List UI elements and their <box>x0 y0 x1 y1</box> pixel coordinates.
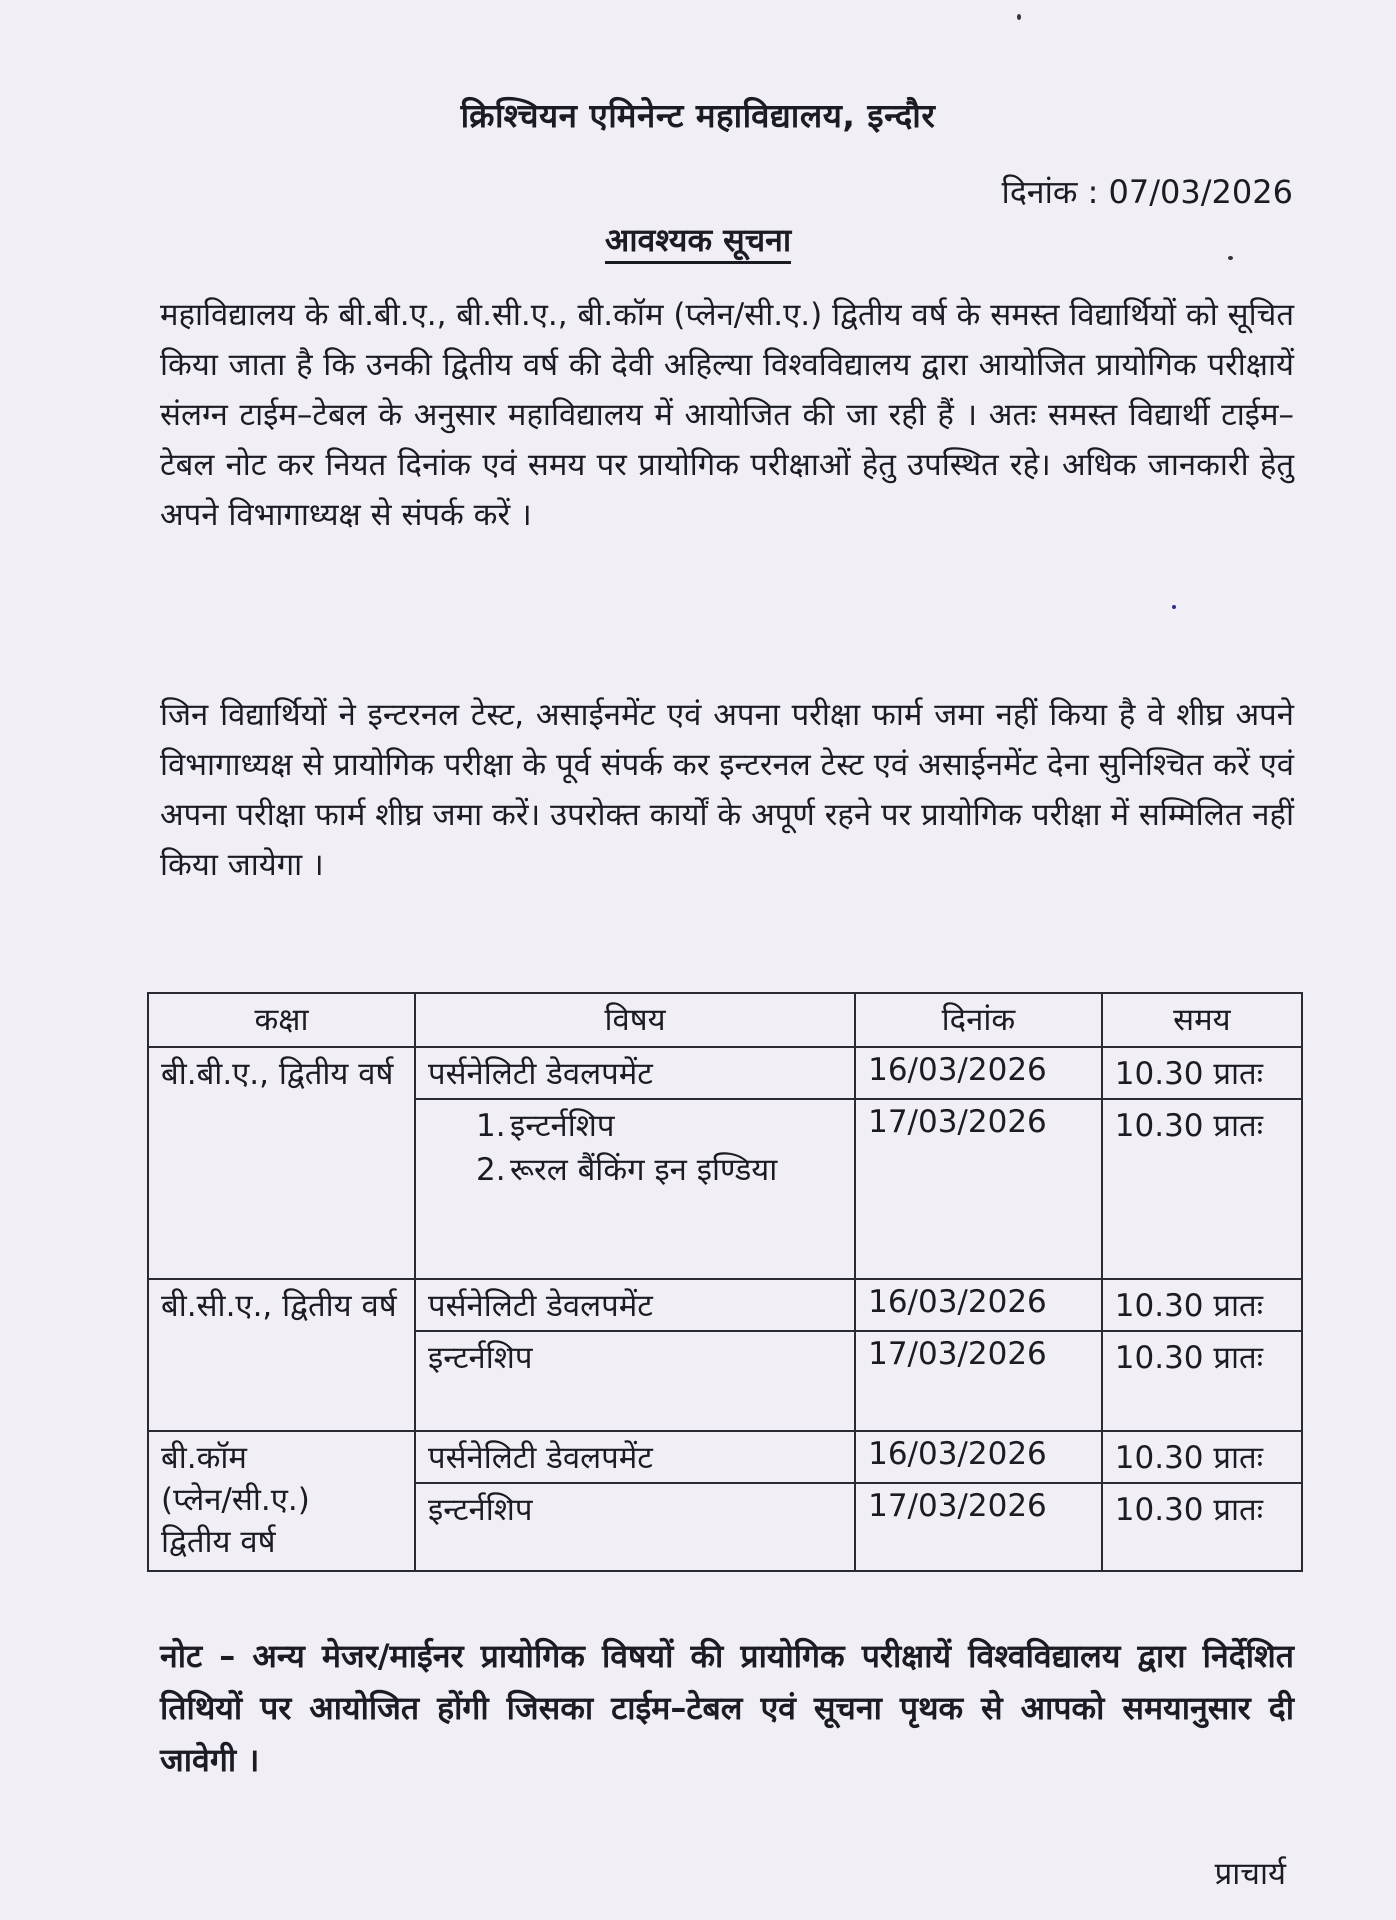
date-cell: 16/03/2026 <box>855 1279 1102 1331</box>
scan-speck <box>1017 14 1021 20</box>
notice-paragraph-1: महाविद्यालय के बी.बी.ए., बी.सी.ए., बी.कॉम (प्लेन/सी.ए.) द्वितीय वर्ष के समस्त विद्यार्थियों को सूचित किया जाता है कि उनकी द्वितीय वर्ष की देवी अहिल्या विश्वविद्यालय द्वारा आयोजित प्रायोगिक परीक्षायें संलग्न टाईम–टेबल के अनुसार महाविद्यालय में आयोजित की जा रही हैं । अतः समस्त विद्यार्थी टाईम–टेबल नोट कर नियत दिनांक एवं समय पर प्रायोगिक परीक्षाओं हेतु उपस्थित रहे। अधिक जानकारी हेतु अपने विभागाध्यक्ष से संपर्क करें । <box>160 297 1294 533</box>
class-cell-bcom <box>148 1431 415 1571</box>
list-number: 1. <box>475 1108 506 1144</box>
subject-cell: इन्टर्नशिप <box>415 1331 855 1431</box>
notice-paragraph-2: जिन विद्यार्थियों ने इन्टरनल टेस्ट, असाईनमेंट एवं अपना परीक्षा फार्म जमा नहीं किया है वे शीघ्र अपने विभागाध्यक्ष से प्रायोगिक परीक्षा के पूर्व संपर्क कर इन्टरनल टेस्ट एवं असाईनमेंट देना सुनिश्चित करें एवं अपना परीक्षा फार्म शीघ्र जमा करें। उपरोक्त कार्यों के अपूर्ण रहने पर प्रायोगिक परीक्षा में सम्मिलित नहीं किया जायेगा । <box>160 697 1294 883</box>
class-line: द्वितीय वर्ष <box>161 1524 276 1560</box>
table-header-row <box>148 993 1302 1047</box>
principal-signature: प्राचार्य <box>1214 1856 1286 1892</box>
class-line: बी.कॉम <box>161 1440 247 1476</box>
date-cell: 16/03/2026 <box>855 1047 1102 1099</box>
time-cell: 10.30 प्रातः <box>1102 1099 1302 1279</box>
time-cell: 10.30 प्रातः <box>1102 1047 1302 1099</box>
header-class: कक्षा <box>148 993 415 1047</box>
class-line: (प्लेन/सी.ए.) <box>161 1482 310 1518</box>
scan-speck <box>1172 605 1176 609</box>
time-cell: 10.30 प्रातः <box>1102 1483 1302 1571</box>
header-date: दिनांक <box>855 993 1102 1047</box>
list-text: रूरल बैंकिंग इन इण्डिया <box>509 1152 778 1188</box>
list-number: 2. <box>475 1152 506 1188</box>
list-item <box>476 1104 842 1148</box>
date-cell: 17/03/2026 <box>855 1331 1102 1431</box>
subject-cell: पर्सनेलिटी डेवलपमेंट <box>415 1279 855 1331</box>
header-subject: विषय <box>415 993 855 1047</box>
subject-cell <box>415 1099 855 1279</box>
subject-list <box>428 1104 842 1192</box>
college-name: क्रिश्चियन एमिनेन्ट महाविद्यालय, इन्दौर <box>460 96 936 135</box>
notice-heading-text: आवश्यक सूचना <box>605 221 791 264</box>
time-cell: 10.30 प्रातः <box>1102 1331 1302 1431</box>
table-row <box>148 1431 1302 1483</box>
scan-speck <box>1228 256 1233 260</box>
exam-timetable <box>147 992 1303 1572</box>
date-cell: 16/03/2026 <box>855 1431 1102 1483</box>
list-item <box>476 1148 842 1192</box>
class-cell-bba: बी.बी.ए., द्वितीय वर्ष <box>148 1047 415 1279</box>
class-cell-bca: बी.सी.ए., द्वितीय वर्ष <box>148 1279 415 1431</box>
header-time: समय <box>1102 993 1302 1047</box>
note-paragraph: नोट – अन्य मेजर/माईनर प्रायोगिक विषयों की प्रायोगिक परीक्षायें विश्वविद्यालय द्वारा निर्देशित तिथियों पर आयोजित होंगी जिसका टाईम–टेबल एवं सूचना पृथक से आपको समयानुसार दी जावेगी । <box>160 1637 1294 1779</box>
table-row <box>148 1279 1302 1331</box>
time-cell: 10.30 प्रातः <box>1102 1431 1302 1483</box>
notice-date: दिनांक : 07/03/2026 <box>1001 173 1293 211</box>
time-cell: 10.30 प्रातः <box>1102 1279 1302 1331</box>
date-cell: 17/03/2026 <box>855 1483 1102 1571</box>
subject-cell: पर्सनेलिटी डेवलपमेंट <box>415 1047 855 1099</box>
subject-cell: इन्टर्नशिप <box>415 1483 855 1571</box>
table-row <box>148 1047 1302 1099</box>
date-cell: 17/03/2026 <box>855 1099 1102 1279</box>
notice-heading <box>0 218 1396 261</box>
subject-cell: पर्सनेलिटी डेवलपमेंट <box>415 1431 855 1483</box>
list-text: इन्टर्नशिप <box>509 1108 615 1144</box>
